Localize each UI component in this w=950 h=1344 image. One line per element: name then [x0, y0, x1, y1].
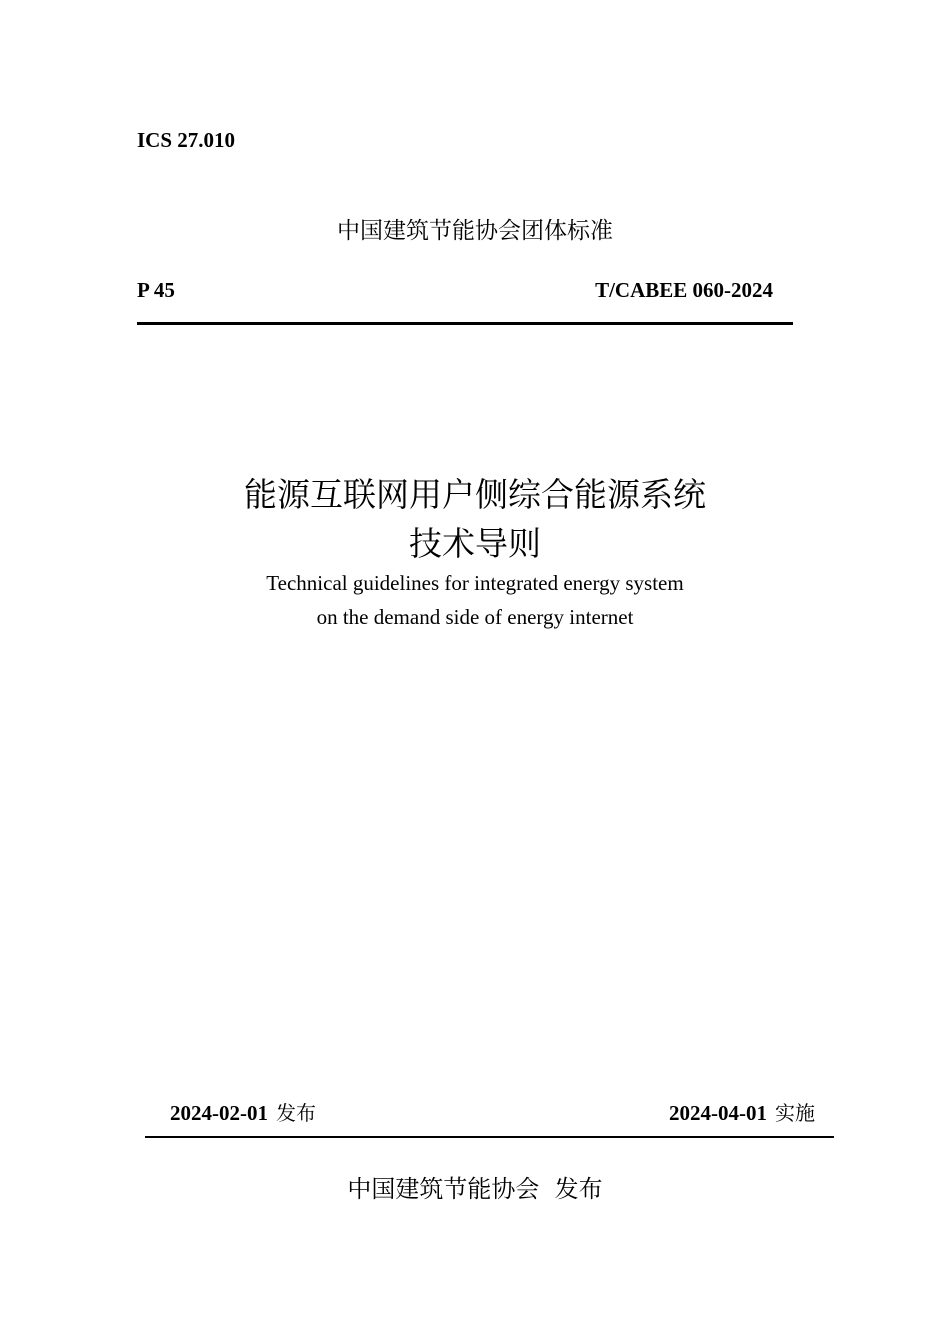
publisher: 中国建筑节能协会 发布	[347, 1175, 603, 1203]
title-en-line1: Technical guidelines for integrated energy system	[266, 571, 684, 595]
title-zh-line1: 能源互联网用户侧综合能源系统	[244, 475, 706, 514]
standard-number: T/CABEE 060-2024	[595, 278, 773, 302]
issue-date-block	[170, 1097, 316, 1126]
title-zh-line2: 技术导则	[409, 524, 541, 563]
bottom-divider	[145, 1136, 834, 1138]
org-standard-heading: 中国建筑节能协会团体标准	[337, 218, 613, 244]
implement-date: 2024-04-01	[669, 1101, 767, 1125]
implement-date-block	[669, 1097, 815, 1126]
implement-label: 实施	[775, 1101, 815, 1125]
issue-date: 2024-02-01	[170, 1101, 268, 1125]
ics-code: ICS 27.010	[137, 128, 236, 152]
title-en-line2: on the demand side of energy internet	[316, 605, 634, 629]
ccs-code: P 45	[137, 278, 175, 302]
top-divider	[137, 322, 793, 325]
issue-label: 发布	[276, 1101, 316, 1125]
